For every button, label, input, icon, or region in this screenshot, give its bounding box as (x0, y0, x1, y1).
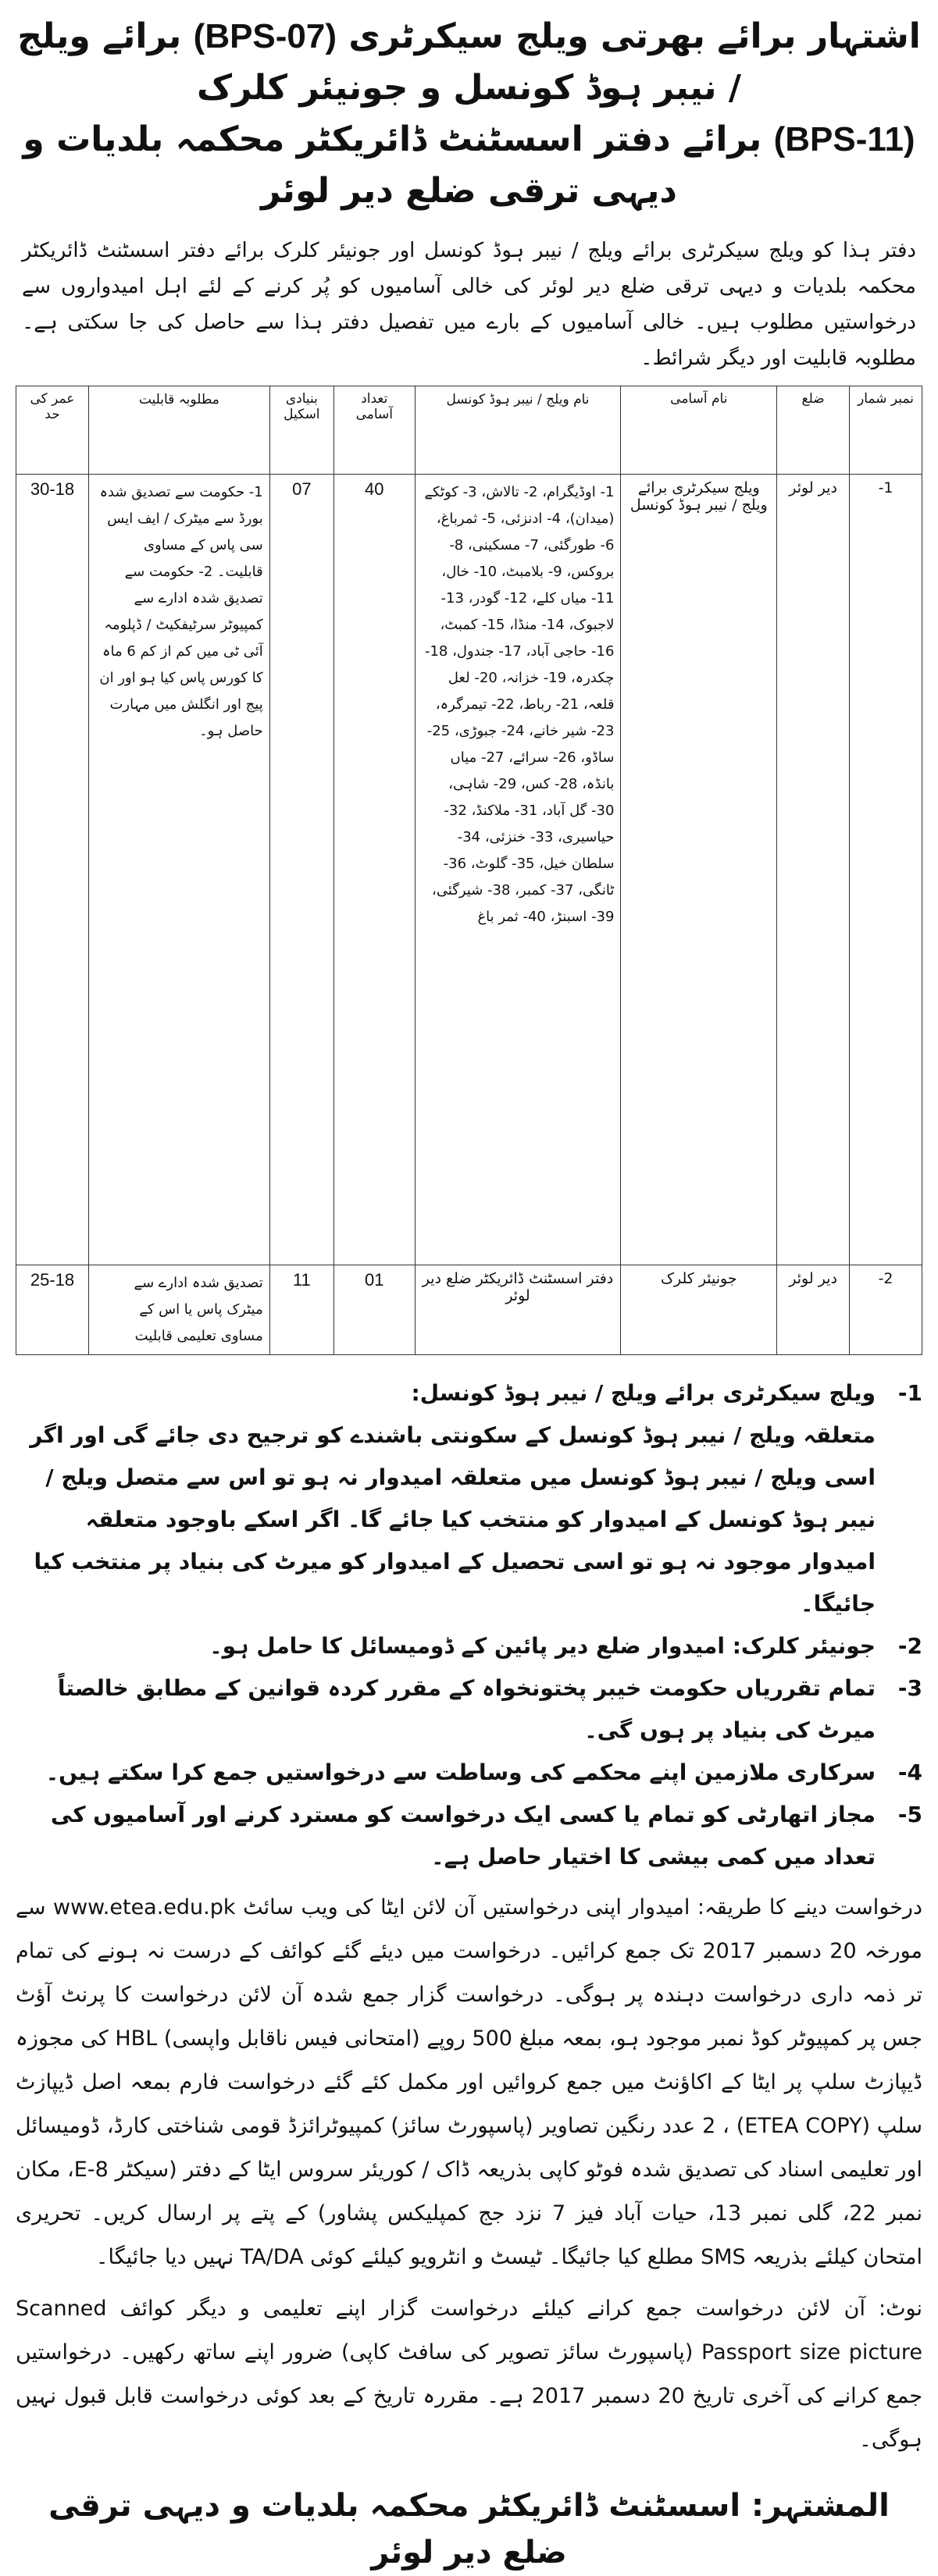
header-age: عمر کی حد (16, 386, 89, 475)
vacancy-table (16, 386, 922, 1355)
header-district: ضلع (777, 386, 850, 475)
heading-line2-post: برائے دفتر اسسٹنٹ ڈائریکٹر محکمہ بلدیات و دیہی ترقی ضلع دیر لوئر (23, 119, 762, 211)
note-number: 4- (897, 1759, 922, 1785)
cell-age: 30-18 (16, 475, 89, 1265)
heading-line1-pre: اشتہار برائے بھرتی ویلج سیکرٹری (348, 16, 921, 56)
list-item (16, 1667, 922, 1752)
note-text: مجاز اتھارٹی کو تمام یا کسی ایک درخواست کو مسترد کرنے اور آسامیوں کی تعداد میں کمی بیشی کا اختیار حاصل ہے۔ (50, 1802, 876, 1870)
application-procedure: درخواست دینے کا طریقہ: امیدوار اپنی درخواستیں آن لائن ایٹا کی ویب سائٹ www.etea.edu.pk سے مورخہ 20 دسمبر 2017 تک جمع کرائیں۔ درخواست میں دیئے گئے کوائف کے درست نہ ہونے کی تمام تر ذمہ داری درخواست دہندہ پر ہوگی۔ درخواست گزار جمع شدہ آن لائن درخواست کا پرنٹ آؤٹ جس پر کمپیوٹر کوڈ نمبر موجود ہو، بمعہ مبلغ 500 روپے (امتحانی فیس ناقابل واپسی) HBL کی مجوزہ ڈیپازٹ سلپ پر ایٹا کے اکاؤنٹ میں جمع کروائیں اور مکمل کئے گئے درخواست فارم بمعہ اصل ڈیپازٹ سلپ (ETEA COPY) ، 2 عدد رنگین تصاویر (پاسپورٹ سائز) کمپیوٹرائزڈ قومی شناختی کارڈ، ڈومیسائل اور تعلیمی اسناد کی تصدیق شدہ فوٹو کاپی بذریعہ ڈاک / کوریئر سروس ایٹا کے دفتر (سیکٹر E-8، مکان نمبر 22، گلی نمبر 13، حیات آباد فیز 7 نزد جج کمپلیکس پشاور) کے پتے پر ارسال کریں۔ تحریری امتحان کیلئے بذریعہ SMS مطلع کیا جائیگا۔ ٹیسٹ و انٹرویو کیلئے کوئی TA/DA نہیں دیا جائیگا۔ (16, 1895, 922, 2269)
application-note: نوٹ: آن لائن درخواست جمع کرانے کیلئے درخواست گزار اپنے تعلیمی و دیگر کوائف Scanned Passport size picture (پاسپورٹ سائز تصویر کی سافٹ کاپی) ضرور اپنے ساتھ رکھیں۔ درخواستیں جمع کرانے کی آخری تاریخ 20 دسمبر 2017 ہے۔ مقررہ تاریخ کے بعد کوئی درخواست قابل قبول نہیں ہوگی۔ (16, 2297, 923, 2452)
cell-post: ویلج سیکرٹری برائے ویلج / نیبر ہوڈ کونسل (621, 475, 777, 1265)
note-text: سرکاری ملازمین اپنے محکمے کی وساطت سے درخواستیں جمع کرا سکتے ہیں۔ (45, 1759, 876, 1785)
heading-line-2 (16, 114, 922, 217)
cell-location: دفتر اسسٹنٹ ڈائریکٹر ضلع دیر لوئر (415, 1265, 621, 1355)
note-text: تمام تقرریاں حکومت خیبر پختونخواہ کے مقرر کردہ قوانین کے مطابق خالصتاً میرٹ کی بنیاد پر ہوں گی۔ (57, 1675, 876, 1743)
header-count: تعداد آسامی (333, 386, 415, 475)
table-row (16, 1265, 922, 1355)
cell-scale: 07 (269, 475, 333, 1265)
note-text: ویلج سیکرٹری برائے ویلج / نیبر ہوڈ کونسل: (411, 1380, 876, 1406)
advertisement-heading (16, 11, 922, 217)
cell-location: 1- اوڈیگرام، 2- تالاش، 3- کوٹکے (میدان)، 4- ادنزئی، 5- ثمرباغ، 6- طورگئی، 7- مسکینی، 8- بروکس، 9- بلامبٹ، 10- خال، 11- میاں کلے، 12- گودر، 13- لاجبوک، 14- منڈا، 15- کمبٹ، 16- حاجی آباد، 17- جندول، 18- چکدرہ، 19- خزانہ، 20- لعل قلعہ، 21- رباط، 22- تیمرگرہ، 23- شیر خانے، 24- جبوڑی، 25- ساڈو، 26- سرائے، 27- میاں بانڈہ، 28- کس، 29- شاہی، 30- گل آباد، 31- ملاکنڈ، 32- حیاسیری، 33- خنزئی، 34- سلطان خیل، 35- گلوٹ، 36- ٹانگی، 37- کمبر، 38- شیرگئی، 39- اسبنڑ، 40- ثمر باغ (415, 475, 621, 1265)
header-qualification: مطلوبہ قابلیت (88, 386, 269, 475)
header-post: نام آسامی (621, 386, 777, 475)
cell-count: 40 (333, 475, 415, 1265)
table-row (16, 475, 922, 1265)
note-number: 1- (897, 1380, 922, 1406)
heading-line-1 (16, 11, 922, 114)
intro-paragraph: دفتر ہذا کو ویلج سیکرٹری برائے ویلج / نیبر ہوڈ کونسل اور جونیئر کلرک برائے دفتر اسسٹنٹ ڈائریکٹر محکمہ بلدیات و دیہی ترقی ضلع دیر لوئر کی خالی آسامیوں کو پُر کرنے کے لئے اہل امیدواروں سے درخواستیں مطلوب ہیں۔ خالی آسامیوں کے بارے میں تفصیل دفتر ہذا سے حاصل کی جا سکتی ہے۔ مطلوبہ قابلیت اور دیگر شرائط۔ (22, 239, 916, 370)
list-item (16, 1752, 922, 1794)
list-item (16, 1794, 922, 1878)
list-item (16, 1372, 922, 1414)
cell-district: دیر لوئر (777, 475, 850, 1265)
list-item (16, 1414, 922, 1625)
note-number (876, 1414, 922, 1625)
heading-line1-post: برائے ویلج / نیبر ہوڈ کونسل و جونیئر کلرک (17, 16, 741, 108)
heading-bps-07: (BPS-07) (193, 17, 337, 55)
note-number: 2- (897, 1633, 922, 1659)
cell-serial: 1- (850, 475, 922, 1265)
cell-serial: 2- (850, 1265, 922, 1355)
list-item (16, 1625, 922, 1667)
cell-age: 25-18 (16, 1265, 89, 1355)
header-serial: نمبر شمار (850, 386, 922, 475)
cell-district: دیر لوئر (777, 1265, 850, 1355)
conditions-list (16, 1372, 922, 1878)
table-header-row (16, 386, 922, 475)
cell-qualification: 1- حکومت سے تصدیق شدہ بورڈ سے میٹرک / ایف ایس سی پاس کے مساوی قابلیت۔ 2- حکومت سے تصدیق شدہ ادارے سے کمپیوٹر سرٹیفکیٹ / ڈپلومہ آئی ٹی میں کم از کم 6 ماہ کا کورس پاس کیا ہو اور ان پیج اور انگلش میں مہارت حاصل ہو۔ (88, 475, 269, 1265)
heading-bps-11: (BPS-11) (773, 120, 915, 158)
cell-qualification: تصدیق شدہ ادارے سے میٹرک پاس یا اس کے مساوی تعلیمی قابلیت (88, 1265, 269, 1355)
note-number: 5- (897, 1802, 922, 1827)
cell-count: 01 (333, 1265, 415, 1355)
note-text: جونیئر کلرک: امیدوار ضلع دیر پائین کے ڈومیسائل کا حامل ہو۔ (209, 1633, 876, 1659)
advertiser-signature: المشتہر: اسسٹنٹ ڈائریکٹر محکمہ بلدیات و دیہی ترقی ضلع دیر لوئر (48, 2488, 890, 2571)
note-text: متعلقہ ویلج / نیبر ہوڈ کونسل کے سکونتی باشندے کو ترجیح دی جائے گی اور اگر اسی ویلج / نیبر ہوڈ کونسل میں متعلقہ امیدوار نہ ہو تو اس سے متصل ویلج / نیبر ہوڈ کونسل کے امیدوار کو منتخب کیا جائے گا۔ اگر اسکے باوجود متعلقہ امیدوار موجود نہ ہو تو اسی تحصیل کے امیدوار کو میرٹ کی بنیاد پر منتخب کیا جائیگا۔ (30, 1422, 876, 1617)
cell-scale: 11 (269, 1265, 333, 1355)
header-scale: بنیادی اسکیل (269, 386, 333, 475)
note-number: 3- (897, 1675, 922, 1701)
header-location: نام ویلج / نیبر ہوڈ کونسل (415, 386, 621, 475)
cell-post: جونیئر کلرک (621, 1265, 777, 1355)
